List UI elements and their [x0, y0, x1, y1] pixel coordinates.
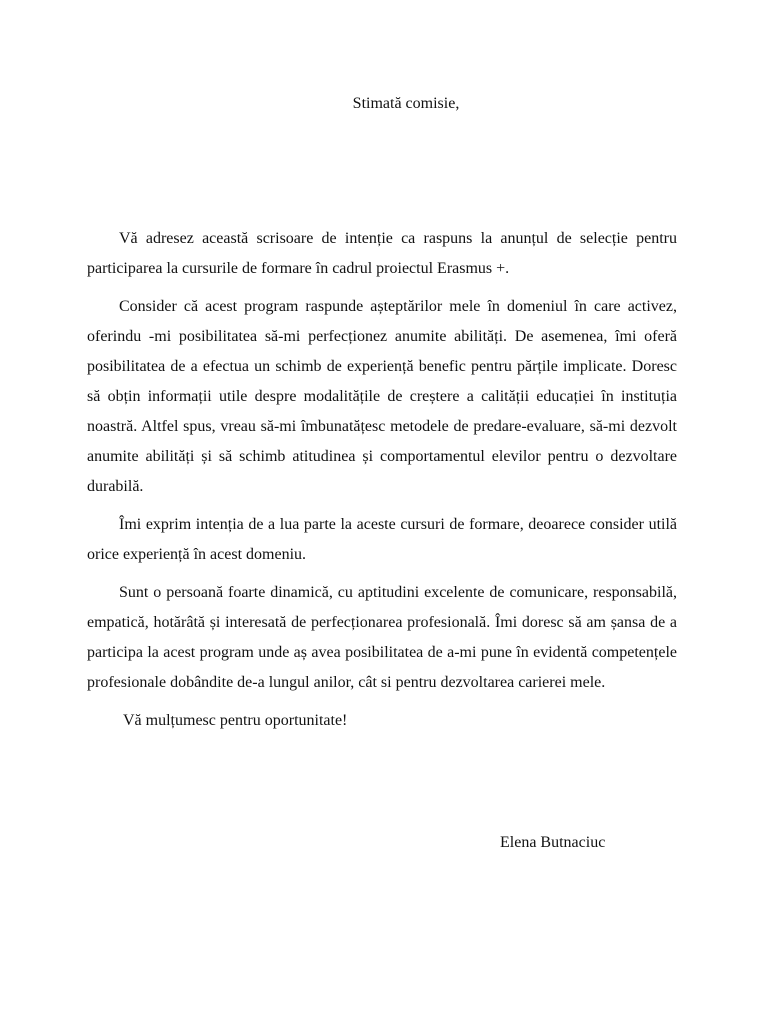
- paragraph-intro: Vă adresez această scrisoare de intenție ca raspuns la anunțul de selecție pentru participarea la cursurile de formare în cadrul proiectul Erasmus +.: [87, 230, 677, 277]
- paragraph-qualities: Sunt o persoană foarte dinamică, cu aptitudini excelente de comunicare, responsabilă, empatică, hotărâtă și interesată de perfecționarea profesională. Îmi doresc să am șansa de a participa la acest program unde aș avea posibilitatea de a-mi pune în evidentă competențele profesionale dobândite de-a lungul anilor, cât si pentru dezvoltarea carierei mele.: [87, 584, 677, 691]
- paragraph-motivation: Consider că acest program raspunde așteptărilor mele în domeniul în care activez, oferindu -mi posibilitatea să-mi perfecționez anumite abilități. De asemenea, îmi oferă posibilitatea de a efectua un schimb de experiență benefic pentru părțile implicate. Doresc să obțin informații utile despre modalitățile de creștere a calității educației în instituția noastră. Altfel spus, vreau să-mi îmbunatățesc metodele de predare-evaluare, să-mi dezvolt anumite abilități și să schimb atitudinea și comportamentul elevilor pentru o dezvoltare durabilă.: [87, 298, 677, 495]
- signature-name: Elena Butnaciuc: [500, 834, 606, 851]
- paragraph-intention: Îmi exprim intenția de a lua parte la aceste cursuri de formare, deoarece consider utilă orice experiență în acest domeniu.: [87, 516, 677, 563]
- letter-body: [87, 224, 677, 744]
- salutation: Stimată comisie,: [352, 95, 460, 112]
- closing-line: Vă mulțumesc pentru oportunitate!: [123, 712, 348, 729]
